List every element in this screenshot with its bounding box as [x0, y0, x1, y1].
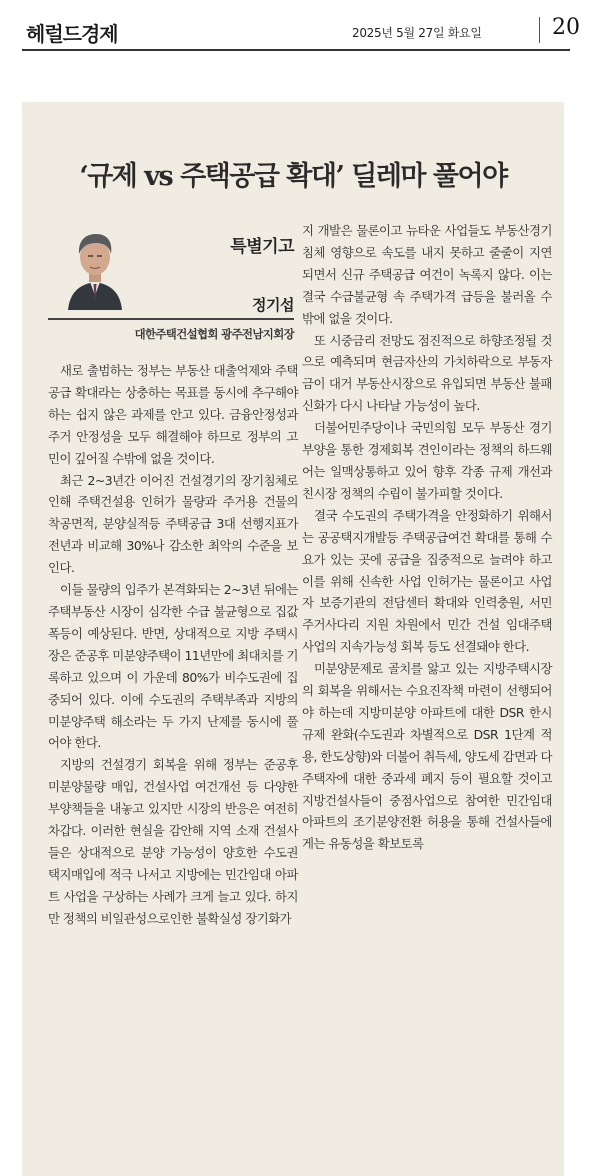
- page-number: 20: [552, 15, 580, 40]
- body-paragraph: 지 개발은 물론이고 뉴타운 사업들도 부동산경기 침체 영향으로 속도를 내지 못하고 줄줄이 지연되면서 신규 주택공급 여건이 녹록지 않다. 이는 결국 수급불균형 속 주택가격 급등을 불러올 수밖에 없을 것이다.: [302, 223, 552, 326]
- body-paragraph: 새로 출범하는 정부는 부동산 대출억제와 주택공급 확대라는 상충하는 목표를 동시에 추구해야 하는 쉽지 않은 과제를 안고 있다. 금융안정성과 주거 안정성을 모두 해결해야 하므로 정부의 고민이 깊어질 수밖에 없을 것이다.: [48, 363, 298, 466]
- issue-date: 2025년 5월 27일 화요일: [352, 26, 482, 40]
- byline-rule: [48, 318, 294, 320]
- author-affiliation: 대한주택건설협회 광주전남지회장: [134, 327, 294, 341]
- body-paragraph: 미분양문제로 골치를 앓고 있는 지방주택시장의 회복을 위해서는 수요진작책 마련이 선행되어야 하는데 지방미분양 아파트에 대한 DSR 한시규제 완화(수도권과 차별적으로 DSR 1단계 적용, 한도상향)와 더불어 취득세, 양도세 감면과 다주택자에 대한 중과세 폐지 등이 필요할 것이고 지방건설사들이 중점사업으로 참여한 민간임대 아파트의 조기분양전환 허용을 통해 건설사들에게는 유동성을 확보토록: [302, 661, 552, 852]
- masthead-rule: [22, 49, 570, 51]
- masthead-divider: [539, 17, 540, 43]
- article-column-left: [48, 360, 298, 930]
- body-paragraph: 이들 물량의 입주가 본격화되는 2~3년 뒤에는 주택부동산 시장이 심각한 수급 불균형으로 집값폭등이 예상된다. 반면, 상대적으로 지방 주택시장은 준공후 미분양주택이 11년만에 최대치를 기록하고 있으며 이 가운데 80%가 비수도권에 집중되어 있다. 이에 수도권의 주택부족과 지방의 미분양주택 해소라는 두 가지 난제를 동시에 풀어야 한다.: [48, 582, 298, 751]
- body-paragraph: 결국 수도권의 주택가격을 안정화하기 위해서는 공공택지개발등 주택공급여건 확대를 통해 수요가 있는 곳에 공급을 집중적으로 늘려야 하고 이를 위해 신속한 사업 인허가는 물론이고 사업자 보증기관의 전담센터 확대와 인력충원, 서민주거사다리 지원 차원에서 민간 건설 임대주택 사업의 지속가능성 회복 등도 선결돼야 한다.: [302, 507, 552, 655]
- byline-box: [48, 220, 294, 348]
- column-type: 특별기고: [230, 237, 294, 257]
- article-panel: [22, 102, 564, 1176]
- body-paragraph: 또 시중금리 전망도 점진적으로 하향조정될 것으로 예측되며 현금자산의 가치하락으로 부동자금이 대거 부동산시장으로 유입되면 부동산 불패신화가 다시 나타날 가능성이 높다.: [302, 332, 552, 414]
- article-column-right: [302, 220, 552, 855]
- newspaper-logo: 헤럴드경제: [26, 22, 118, 46]
- body-paragraph: 더불어민주당이나 국민의힘 모두 부동산 경기 부양을 통한 경제회복 견인이라는 정책의 하드웨어는 일맥상통하고 있어 향후 각종 규제 개선과 친시장 정책의 수립이 불가피할 것이다.: [302, 420, 552, 501]
- masthead: [22, 12, 580, 50]
- article-headline: ‘규제 vs 주택공급 확대’ 딜레마 풀어야: [79, 161, 507, 192]
- body-paragraph: 지방의 건설경기 회복을 위해 정부는 준공후 미분양물량 매입, 건설사업 여건개선 등 다양한 부양책들을 내놓고 있지만 시장의 반응은 여전히 차갑다. 이러한 현실을 감안해 지역 소재 건설사들은 상대적으로 분양 가능성이 양호한 수도권 택지매입에 적극 나서고 지방에는 민간임대 아파트 사업을 구상하는 사례가 크게 늘고 있다. 하지만 정책의 비일관성으로인한 불확실성 장기화가: [48, 757, 298, 926]
- author-photo: [50, 220, 140, 310]
- author-name: 정기섭: [252, 296, 294, 314]
- body-paragraph: 최근 2~3년간 이어진 건설경기의 장기침체로 인해 주택건설용 인허가 물량과 주거용 건물의 착공면적, 분양실적등 주택공급 3대 선행지표가 전년과 비교해 30%나 감소한 최악의 수준을 보인다.: [48, 472, 298, 576]
